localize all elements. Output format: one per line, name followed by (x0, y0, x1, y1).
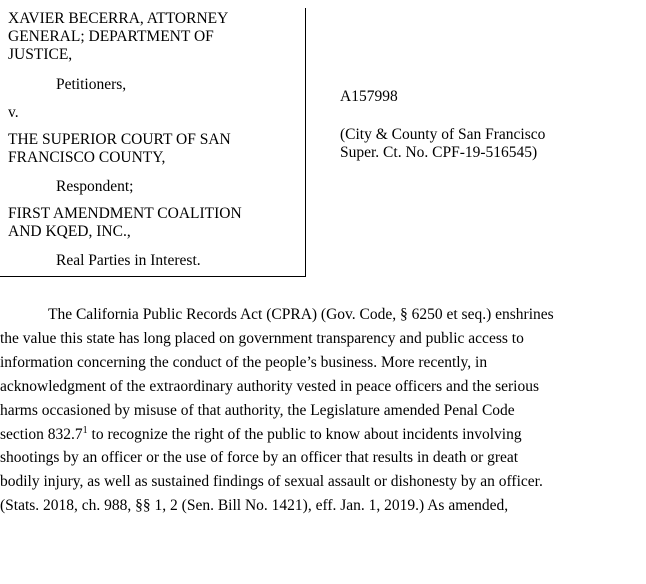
real-party-name: FIRST AMENDMENT COALITION AND KQED, INC., (8, 205, 242, 240)
respondent-role: Respondent; (56, 178, 134, 195)
real-party-role: Real Parties in Interest. (56, 252, 201, 269)
body-line: shootings by an officer or the use of force by an officer that results in death or great (0, 449, 519, 467)
respondent-name: THE SUPERIOR COURT OF SAN FRANCISCO COUNTY, (8, 131, 231, 166)
versus-label: v. (8, 104, 19, 121)
body-text: section 832.7 (0, 425, 83, 443)
body-line: acknowledgment of the extraordinary authority vested in peace officers and the serious (0, 377, 540, 395)
petitioner-name: XAVIER BECERRA, ATTORNEY GENERAL; DEPARTMENT OF JUSTICE, (8, 10, 229, 63)
body-line: harms occasioned by misuse of that authority, the Legislature amended Penal Code (0, 401, 515, 419)
body-text: to recognize the right of the public to know about incidents involving (87, 425, 522, 443)
lower-court-reference: (City & County of San Francisco Super. Ct. No. CPF-19-516545) (340, 126, 546, 161)
footnote-reference[interactable]: 1 (82, 424, 88, 436)
body-line: (Stats. 2018, ch. 988, §§ 1, 2 (Sen. Bill No. 1421), eff. Jan. 1, 2019.) As amended, (0, 497, 509, 515)
body-line: bodily injury, as well as sustained findings of sexual assault or dishonesty by an officer. (0, 473, 543, 491)
body-line: The California Public Records Act (CPRA) (Gov. Code, § 6250 et seq.) enshrines (48, 306, 554, 323)
petitioner-role: Petitioners, (56, 76, 127, 93)
body-line (0, 423, 646, 447)
opinion-body-paragraph (0, 303, 646, 518)
case-number: A157998 (340, 88, 398, 105)
body-line: the value this state has long placed on government transparency and public access to (0, 329, 524, 347)
body-line: information concerning the conduct of the people’s business. More recently, in (0, 353, 488, 371)
